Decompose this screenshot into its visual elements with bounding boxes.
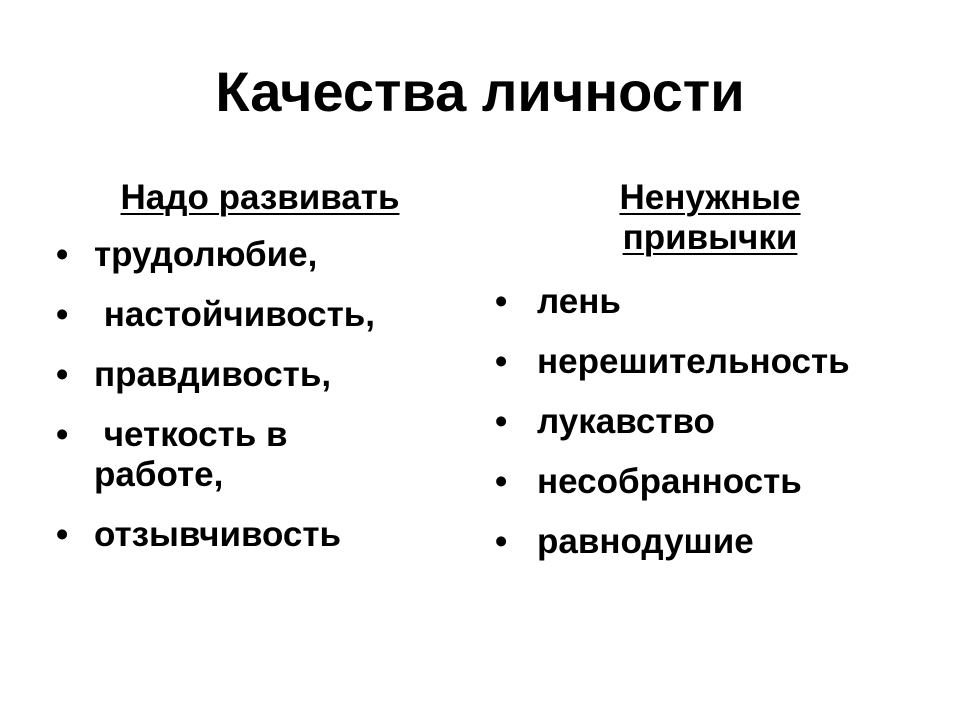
left-column-heading: Надо развивать bbox=[120, 178, 400, 217]
bullet-icon: • bbox=[56, 295, 69, 334]
bullet-icon: • bbox=[495, 282, 508, 321]
list-item bbox=[56, 235, 464, 275]
right-column-heading: Ненужные привычки bbox=[619, 178, 801, 257]
list-item-text: настойчивость, bbox=[94, 295, 376, 334]
list-item-text: несобранность bbox=[537, 462, 802, 501]
list-item bbox=[495, 402, 917, 442]
bullet-icon: • bbox=[495, 462, 508, 501]
list-item-text: правдивость, bbox=[94, 355, 332, 394]
left-bullet-list bbox=[56, 235, 456, 555]
bullet-icon: • bbox=[56, 415, 69, 454]
list-item bbox=[56, 415, 394, 495]
list-item-text: трудолюбие, bbox=[94, 235, 318, 274]
list-item-text: равнодушие bbox=[537, 522, 754, 561]
list-item-text: лень bbox=[537, 282, 621, 321]
list-item bbox=[56, 515, 464, 555]
bullet-icon: • bbox=[495, 402, 508, 441]
list-item bbox=[56, 355, 464, 395]
list-item bbox=[495, 522, 917, 562]
list-item-text: лукавство bbox=[537, 402, 715, 441]
list-item bbox=[495, 282, 917, 322]
bullet-icon: • bbox=[56, 515, 69, 554]
list-item bbox=[495, 342, 897, 382]
list-item-text: четкость в работе, bbox=[94, 415, 298, 494]
list-item bbox=[56, 295, 464, 335]
list-item bbox=[495, 462, 917, 502]
bullet-icon: • bbox=[56, 235, 69, 274]
bullet-icon: • bbox=[495, 342, 508, 381]
list-item-text: отзывчивость bbox=[94, 515, 342, 554]
left-column bbox=[56, 178, 456, 575]
right-column bbox=[495, 178, 905, 582]
slide-title: Качества личности bbox=[215, 60, 745, 123]
list-item-text: нерешительность bbox=[537, 342, 850, 381]
bullet-icon: • bbox=[56, 355, 69, 394]
right-bullet-list bbox=[495, 282, 905, 562]
bullet-icon: • bbox=[495, 522, 508, 561]
